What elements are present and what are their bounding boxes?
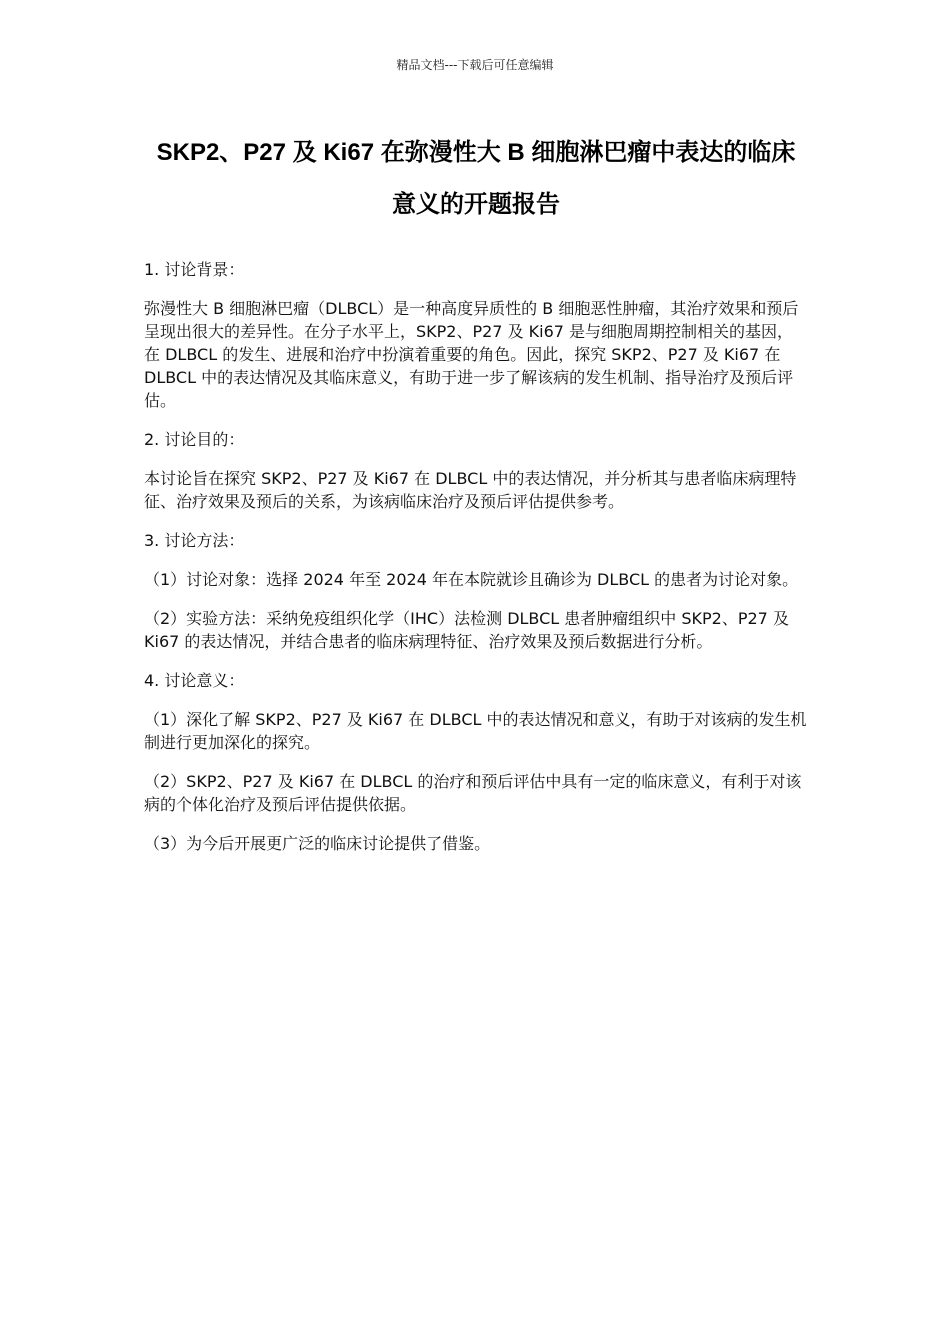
section-heading-significance: 4. 讨论意义：	[144, 671, 245, 690]
section-heading-purpose: 2. 讨论目的：	[144, 430, 245, 449]
significance-item-1: （1）深化了解 SKP2、P27 及 Ki67 在 DLBCL 中的表达情况和意义，有助于对该病的发生机制进行更加深化的探究。	[144, 710, 807, 752]
header-note: 精品文档---下载后可任意编辑	[396, 58, 554, 72]
method-item-experiment: （2）实验方法：采纳免疫组织化学（IHC）法检测 DLBCL 患者肿瘤组织中 SKP2、P27 及 Ki67 的表达情况，并结合患者的临床病理特征、治疗效果及预后数据进行分析。	[144, 609, 789, 651]
significance-item-2: （2）SKP2、P27 及 Ki67 在 DLBCL 的治疗和预后评估中具有一定的临床意义，有利于对该病的个体化治疗及预后评估提供依据。	[144, 772, 802, 814]
section-heading-method: 3. 讨论方法：	[144, 531, 245, 550]
paragraph-background: 弥漫性大 B 细胞淋巴瘤（DLBCL）是一种高度异质性的 B 细胞恶性肿瘤，其治疗效果和预后呈现出很大的差异性。在分子水平上，SKP2、P27 及 Ki67 是与细胞周期控制相关的基因，在 DLBCL 的发生、进展和治疗中扮演着重要的角色。因此，探究 SKP2、P27 及 Ki67 在 DLBCL 中的表达情况及其临床意义，有助于进一步了解该病的发生机制、指导治疗及预后评估。	[144, 299, 799, 410]
method-item-subjects: （1）讨论对象：选择 2024 年至 2024 年在本院就诊且确诊为 DLBCL 的患者为讨论对象。	[144, 570, 799, 589]
significance-item-3: （3）为今后开展更广泛的临床讨论提供了借鉴。	[144, 834, 491, 853]
document-body	[144, 258, 808, 871]
document-title: SKP2、P27 及 Ki67 在弥漫性大 B 细胞淋巴瘤中表达的临床意义的开题报告	[156, 139, 796, 218]
section-heading-background: 1. 讨论背景：	[144, 260, 245, 279]
paragraph-purpose: 本讨论旨在探究 SKP2、P27 及 Ki67 在 DLBCL 中的表达情况，并分析其与患者临床病理特征、治疗效果及预后的关系，为该病临床治疗及预后评估提供参考。	[144, 469, 797, 511]
